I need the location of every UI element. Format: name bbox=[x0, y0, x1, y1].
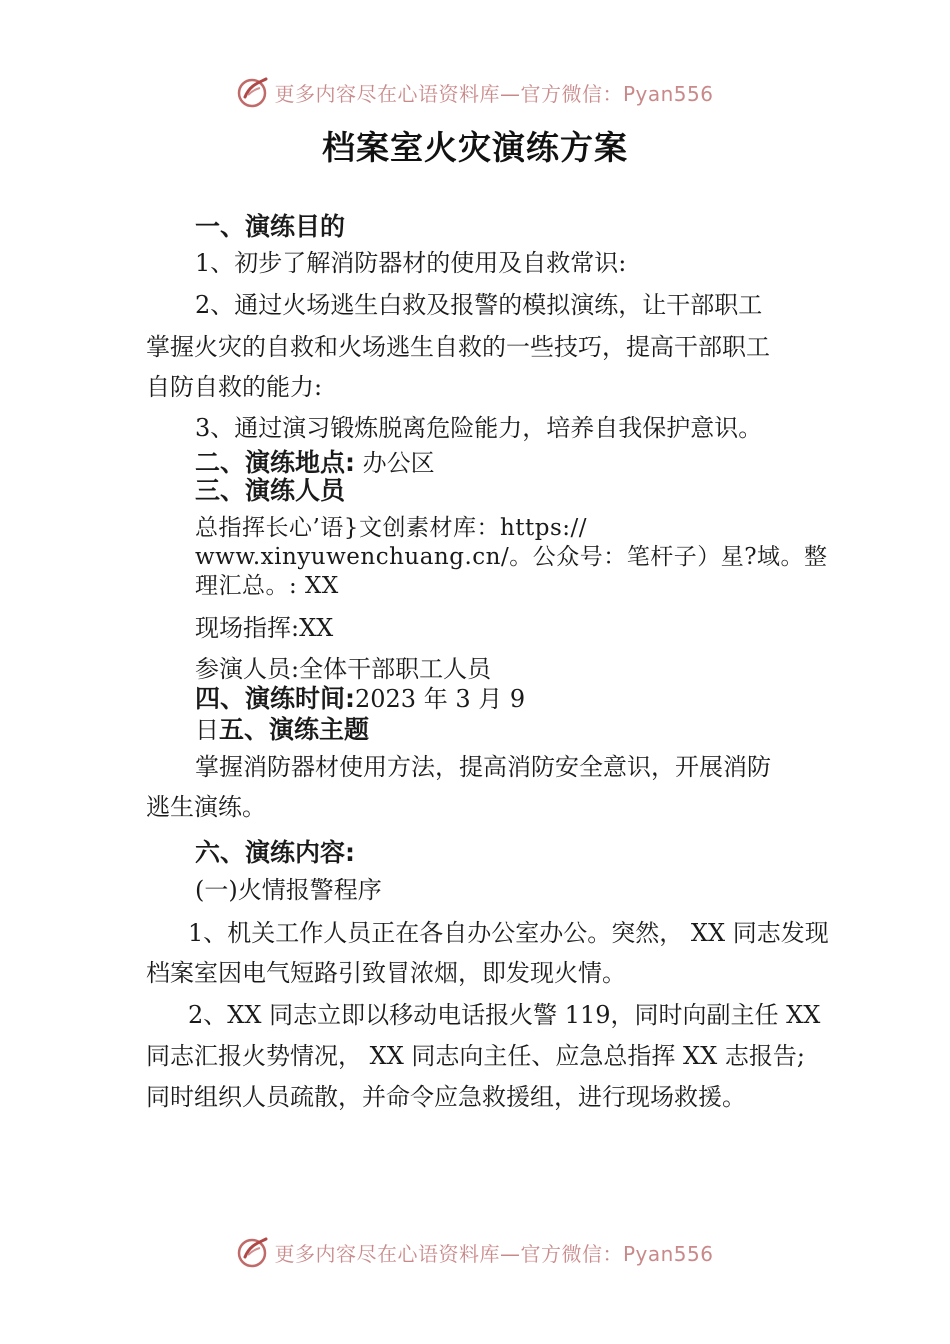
paragraph: 掌握火灾的自救和火场逃生自救的一些技巧，提高干部职工 bbox=[146, 333, 770, 361]
section-heading-location: 二、演练地点: bbox=[195, 448, 355, 477]
section-time bbox=[195, 684, 525, 714]
section-heading-theme: 五、演练主题 bbox=[219, 715, 370, 744]
paragraph: 2、通过火场逃生白救及报警的模拟演练，让干部职工 bbox=[195, 291, 763, 319]
paragraph: 同时组织人员疏散，并命令应急救援组，进行现场救援。 bbox=[146, 1083, 746, 1111]
time-value-tail: 日 bbox=[195, 716, 219, 744]
paragraph: 自防自救的能力: bbox=[146, 373, 323, 401]
section-heading-content: 六、演练内容: bbox=[195, 838, 355, 867]
section-theme bbox=[195, 715, 369, 745]
paragraph: 总指挥长心’语}文创素材库：https:// bbox=[195, 515, 588, 541]
watermark-footer bbox=[0, 1232, 950, 1272]
paragraph: 1、初步了解消防器材的使用及自救常识: bbox=[195, 249, 627, 277]
paragraph: 1、机关工作人员正在各自办公室办公。突然， XX 同志发现 bbox=[188, 919, 829, 947]
time-value: 2023 年 3 月 9 bbox=[355, 685, 526, 713]
watermark-logo-icon bbox=[236, 75, 270, 109]
paragraph: 2、XX 同志立即以移动电话报火警 119，同时向副主任 XX bbox=[188, 1001, 821, 1029]
subsection-heading: (一)火情报警程序 bbox=[195, 876, 382, 904]
watermark-text: 更多内容尽在心语资料库—官方微信：Pyan556 bbox=[274, 1241, 714, 1266]
paragraph: 理汇总。: XX bbox=[195, 573, 339, 599]
watermark-logo-icon bbox=[236, 1235, 270, 1269]
section-location bbox=[195, 448, 435, 478]
location-value: 办公区 bbox=[355, 449, 435, 477]
document-title: 档案室火灾演练方案 bbox=[322, 128, 628, 167]
paragraph: 掌握消防器材使用方法，提高消防安全意识，开展消防 bbox=[195, 753, 771, 781]
watermark-header bbox=[0, 72, 950, 112]
watermark-text: 更多内容尽在心语资料库—官方微信：Pyan556 bbox=[274, 81, 714, 106]
paragraph: 同志汇报火势情况， XX 同志向主任、应急总指挥 XX 志报告; bbox=[146, 1042, 805, 1070]
section-heading-time: 四、演练时间: bbox=[195, 684, 355, 713]
paragraph: 逃生演练。 bbox=[146, 793, 266, 821]
section-heading-purpose: 一、演练目的 bbox=[195, 212, 346, 241]
paragraph: www.xinyuwenchuang.cn/。公众号：笔杆子）星?域。整 bbox=[195, 544, 828, 570]
section-heading-personnel: 三、演练人员 bbox=[195, 476, 346, 505]
paragraph: 3、通过演习锻炼脱离危险能力，培养自我保护意识。 bbox=[195, 414, 763, 442]
paragraph: 参演人员:全体干部职工人员 bbox=[195, 655, 492, 683]
paragraph: 现场指挥:XX bbox=[195, 614, 334, 642]
paragraph: 档案室因电气短路引致冒浓烟，即发现火情。 bbox=[146, 959, 626, 987]
